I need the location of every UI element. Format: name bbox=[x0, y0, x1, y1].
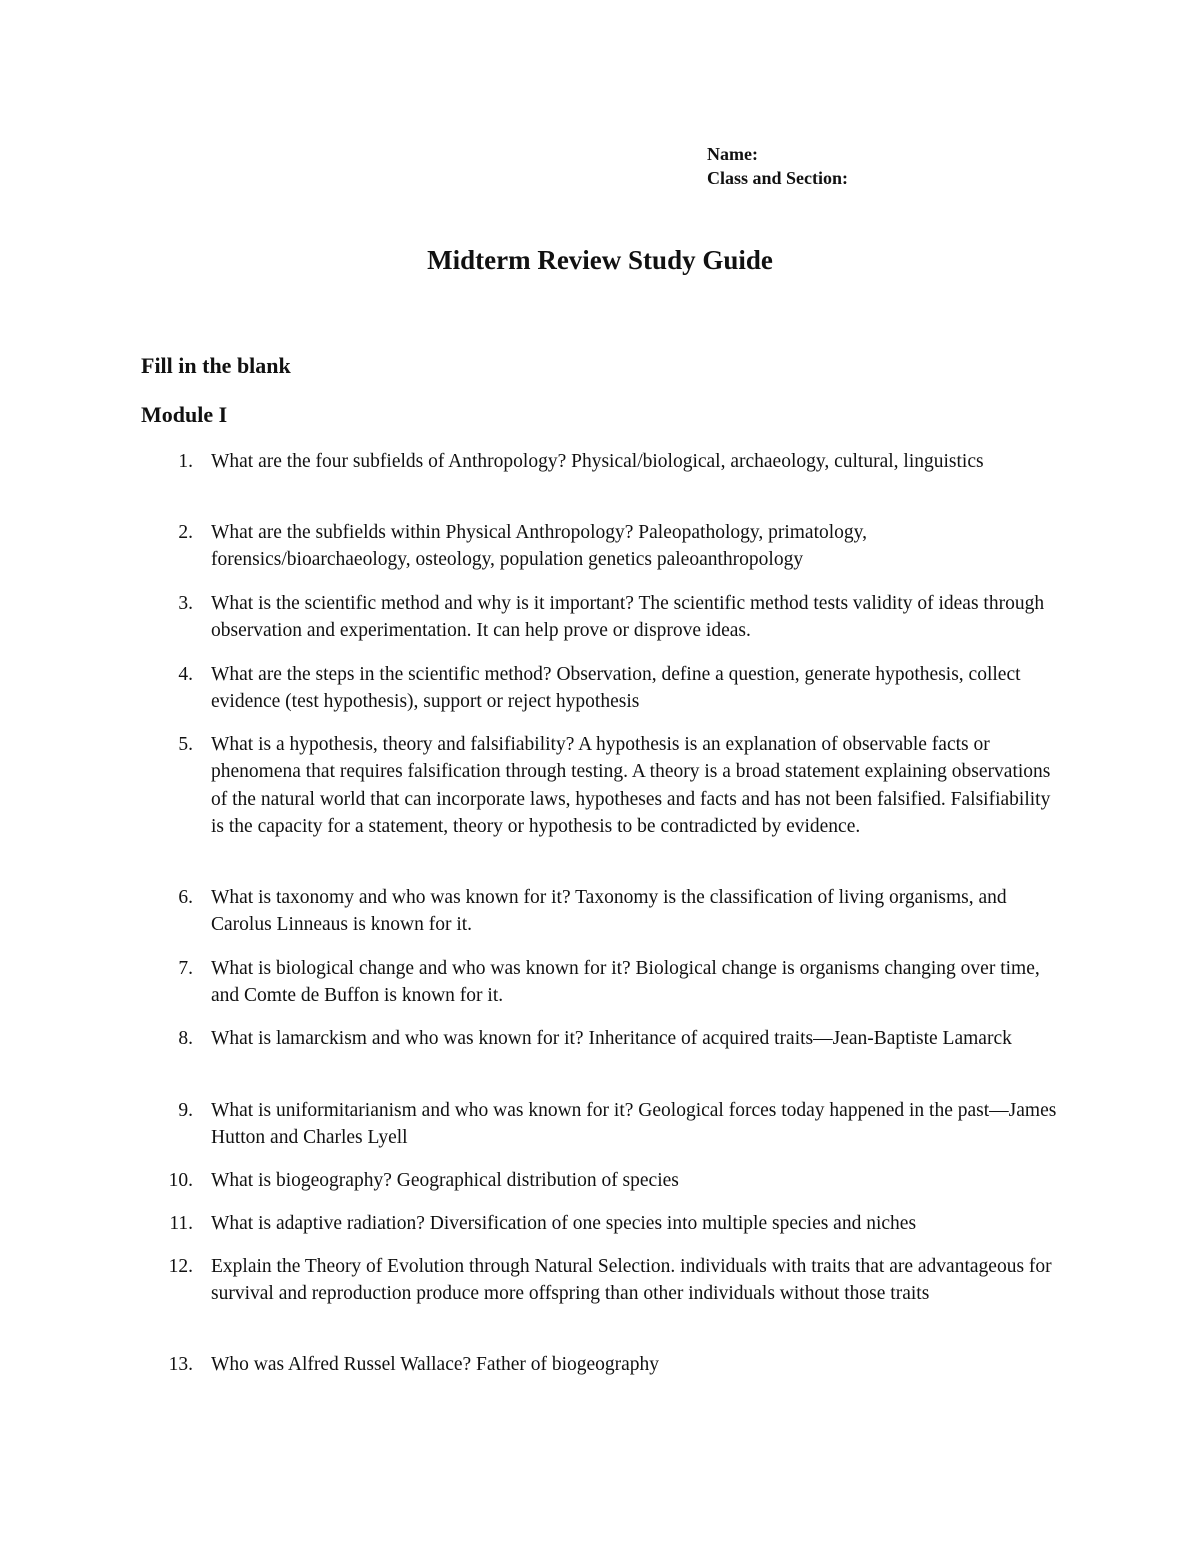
question-number: 9. bbox=[178, 1100, 193, 1121]
question-text: Explain the Theory of Evolution through Natural Selection. individuals with traits that are advantageous for survival and reproduction produce more offspring than other individuals without those traits bbox=[211, 1256, 1052, 1305]
student-info-header bbox=[707, 142, 848, 190]
question-text: What is uniformitarianism and who was known for it? Geological forces today happened in the past—James Hutton and Charles Lyell bbox=[211, 1100, 1057, 1149]
module-heading: Module I bbox=[141, 402, 228, 427]
question-text: What are the subfields within Physical Anthropology? Paleopathology, primatology, forensics/bioarchaeology, osteology, population genetics paleoanthropology bbox=[211, 522, 868, 571]
question-number: 13. bbox=[168, 1354, 193, 1375]
question-text: What is lamarckism and who was known for it? Inheritance of acquired traits—Jean-Baptiste Lamarck bbox=[211, 1028, 1012, 1049]
question-number: 2. bbox=[178, 522, 193, 543]
question-number: 11. bbox=[169, 1213, 193, 1234]
name-label: Name: bbox=[707, 144, 758, 164]
question-number: 3. bbox=[178, 593, 193, 614]
section-heading: Fill in the blank bbox=[141, 353, 291, 378]
question-text: What are the steps in the scientific method? Observation, define a question, generate hypothesis, collect evidence (test hypothesis), support or reject hypothesis bbox=[211, 664, 1021, 713]
question-number: 6. bbox=[178, 887, 193, 908]
question-text: What is biological change and who was known for it? Biological change is organisms changing over time, and Comte de Buffon is known for it. bbox=[211, 958, 1040, 1007]
class-section-label: Class and Section: bbox=[707, 168, 849, 188]
question-number: 7. bbox=[178, 958, 193, 979]
question-number: 10. bbox=[168, 1170, 193, 1191]
question-number: 8. bbox=[178, 1028, 193, 1049]
question-number: 1. bbox=[178, 451, 193, 472]
question-text: What is the scientific method and why is it important? The scientific method tests validity of ideas through observation and experimentation. It can help prove or disprove ideas. bbox=[211, 593, 1045, 642]
question-text: What is a hypothesis, theory and falsifiability? A hypothesis is an explanation of observable facts or phenomena that requires falsification through testing. A theory is a broad statement explaining observations of the natural world that can incorporate laws, hypotheses and facts and has not been falsified. Falsifiability is the capacity for a statement, theory or hypothesis to be contradicted by evidence. bbox=[211, 734, 1051, 837]
question-number: 4. bbox=[178, 664, 193, 685]
question-number: 12. bbox=[168, 1256, 193, 1277]
question-number: 5. bbox=[178, 734, 193, 755]
question-text: What is taxonomy and who was known for it? Taxonomy is the classification of living organisms, and Carolus Linneaus is known for it. bbox=[211, 887, 1007, 936]
document-title: Midterm Review Study Guide bbox=[427, 245, 773, 275]
question-text: Who was Alfred Russel Wallace? Father of biogeography bbox=[211, 1354, 660, 1375]
question-text: What are the four subfields of Anthropology? Physical/biological, archaeology, cultural, linguistics bbox=[211, 451, 984, 472]
question-text: What is biogeography? Geographical distribution of species bbox=[211, 1170, 679, 1191]
question-text: What is adaptive radiation? Diversification of one species into multiple species and niches bbox=[211, 1213, 917, 1234]
